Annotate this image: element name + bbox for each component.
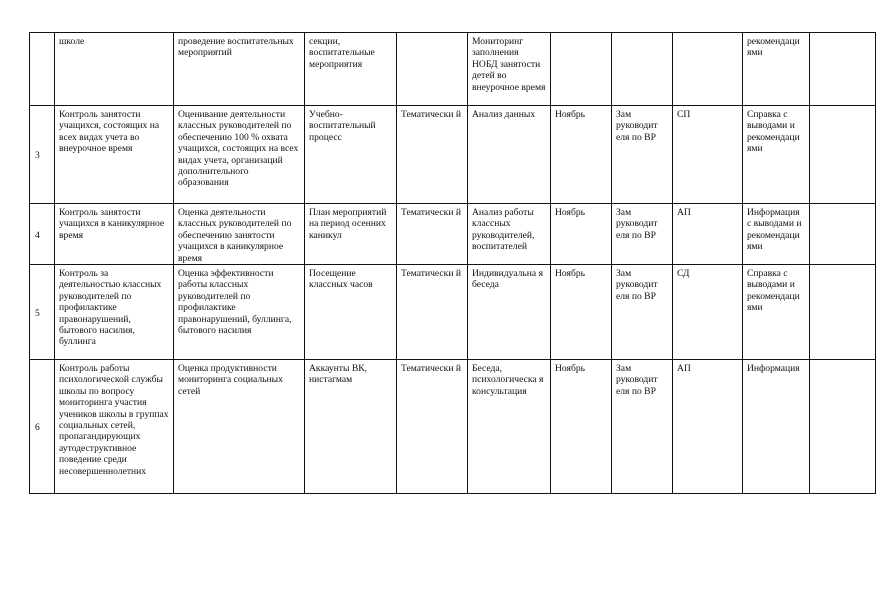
- table-row: [30, 360, 876, 494]
- control-object-cell: Контроль занятости учащихся в каникулярное время: [55, 204, 174, 265]
- responsible-cell: Зам руководит еля по ВР: [612, 265, 673, 360]
- review-place-cell: АП: [673, 204, 743, 265]
- responsible-cell: Зам руководит еля по ВР: [612, 360, 673, 494]
- row-number: 3: [30, 106, 55, 204]
- control-type-cell: Тематически й: [397, 106, 468, 204]
- control-plan-table: [29, 32, 876, 494]
- review-place-cell: СД: [673, 265, 743, 360]
- control-method-cell: Анализ данных: [468, 106, 551, 204]
- control-goal-cell: Оценивание деятельности классных руководителей по обеспечению 100 % охвата учащихся, состоящих на всех видах учета, организаций дополнительного образования: [174, 106, 305, 204]
- control-subject-cell: Учебно-воспитательный процесс: [305, 106, 397, 204]
- table-row: [30, 106, 876, 204]
- control-goal-cell: Оценка продуктивности мониторинга социальных сетей: [174, 360, 305, 494]
- responsible-cell: Зам руководит еля по ВР: [612, 106, 673, 204]
- control-object-cell: школе: [55, 33, 174, 106]
- row-number: 5: [30, 265, 55, 360]
- control-goal-cell: Оценка деятельности классных руководителей по обеспечению занятости учащихся в каникулярное время: [174, 204, 305, 265]
- table-row: [30, 204, 876, 265]
- control-goal-cell: Оценка эффективности работы классных руководителей по профилактике правонарушений, буллинга, бытового насилия: [174, 265, 305, 360]
- review-place-cell: [673, 33, 743, 106]
- extra-cell: [810, 106, 876, 204]
- result-cell: Справка с выводами и рекомендаци ями: [743, 106, 810, 204]
- control-object-cell: Контроль за деятельностью классных руководителей по профилактике правонарушений, бытового насилия, буллинга: [55, 265, 174, 360]
- result-cell: Информация: [743, 360, 810, 494]
- result-cell: рекомендаци ями: [743, 33, 810, 106]
- extra-cell: [810, 265, 876, 360]
- row-number: 6: [30, 360, 55, 494]
- control-method-cell: Анализ работы классных руководителей, воспитателей: [468, 204, 551, 265]
- result-cell: Информация с выводами и рекомендаци ями: [743, 204, 810, 265]
- control-type-cell: Тематически й: [397, 204, 468, 265]
- control-object-cell: Контроль занятости учащихся, состоящих на всех видах учета во внеурочное время: [55, 106, 174, 204]
- control-type-cell: [397, 33, 468, 106]
- extra-cell: [810, 33, 876, 106]
- review-place-cell: СП: [673, 106, 743, 204]
- review-place-cell: АП: [673, 360, 743, 494]
- period-cell: Ноябрь: [551, 360, 612, 494]
- row-number: 4: [30, 204, 55, 265]
- control-subject-cell: Аккаунты ВК, нистагмам: [305, 360, 397, 494]
- control-method-cell: Мониторинг заполнения НОБД занятости детей во внеурочное время: [468, 33, 551, 106]
- control-goal-cell: проведение воспитательных мероприятий: [174, 33, 305, 106]
- table-row: [30, 33, 876, 106]
- control-type-cell: Тематически й: [397, 360, 468, 494]
- control-method-cell: Индивидуальна я беседа: [468, 265, 551, 360]
- control-object-cell: Контроль работы психологической службы школы по вопросу мониторинга участия учеников школы в группах социальных сетей, пропагандирующих аутодеструктивное поведение среди несовершеннолетних: [55, 360, 174, 494]
- period-cell: Ноябрь: [551, 106, 612, 204]
- extra-cell: [810, 204, 876, 265]
- extra-cell: [810, 360, 876, 494]
- control-subject-cell: Посещение классных часов: [305, 265, 397, 360]
- result-cell: Справка с выводами и рекомендаци ями: [743, 265, 810, 360]
- table-row: [30, 265, 876, 360]
- control-subject-cell: секции, воспитательные мероприятия: [305, 33, 397, 106]
- period-cell: Ноябрь: [551, 204, 612, 265]
- period-cell: Ноябрь: [551, 265, 612, 360]
- control-subject-cell: План мероприятий на период осенних каникул: [305, 204, 397, 265]
- period-cell: [551, 33, 612, 106]
- control-type-cell: Тематически й: [397, 265, 468, 360]
- responsible-cell: Зам руководит еля по ВР: [612, 204, 673, 265]
- control-method-cell: Беседа, психологическа я консультация: [468, 360, 551, 494]
- responsible-cell: [612, 33, 673, 106]
- row-number: [30, 33, 55, 106]
